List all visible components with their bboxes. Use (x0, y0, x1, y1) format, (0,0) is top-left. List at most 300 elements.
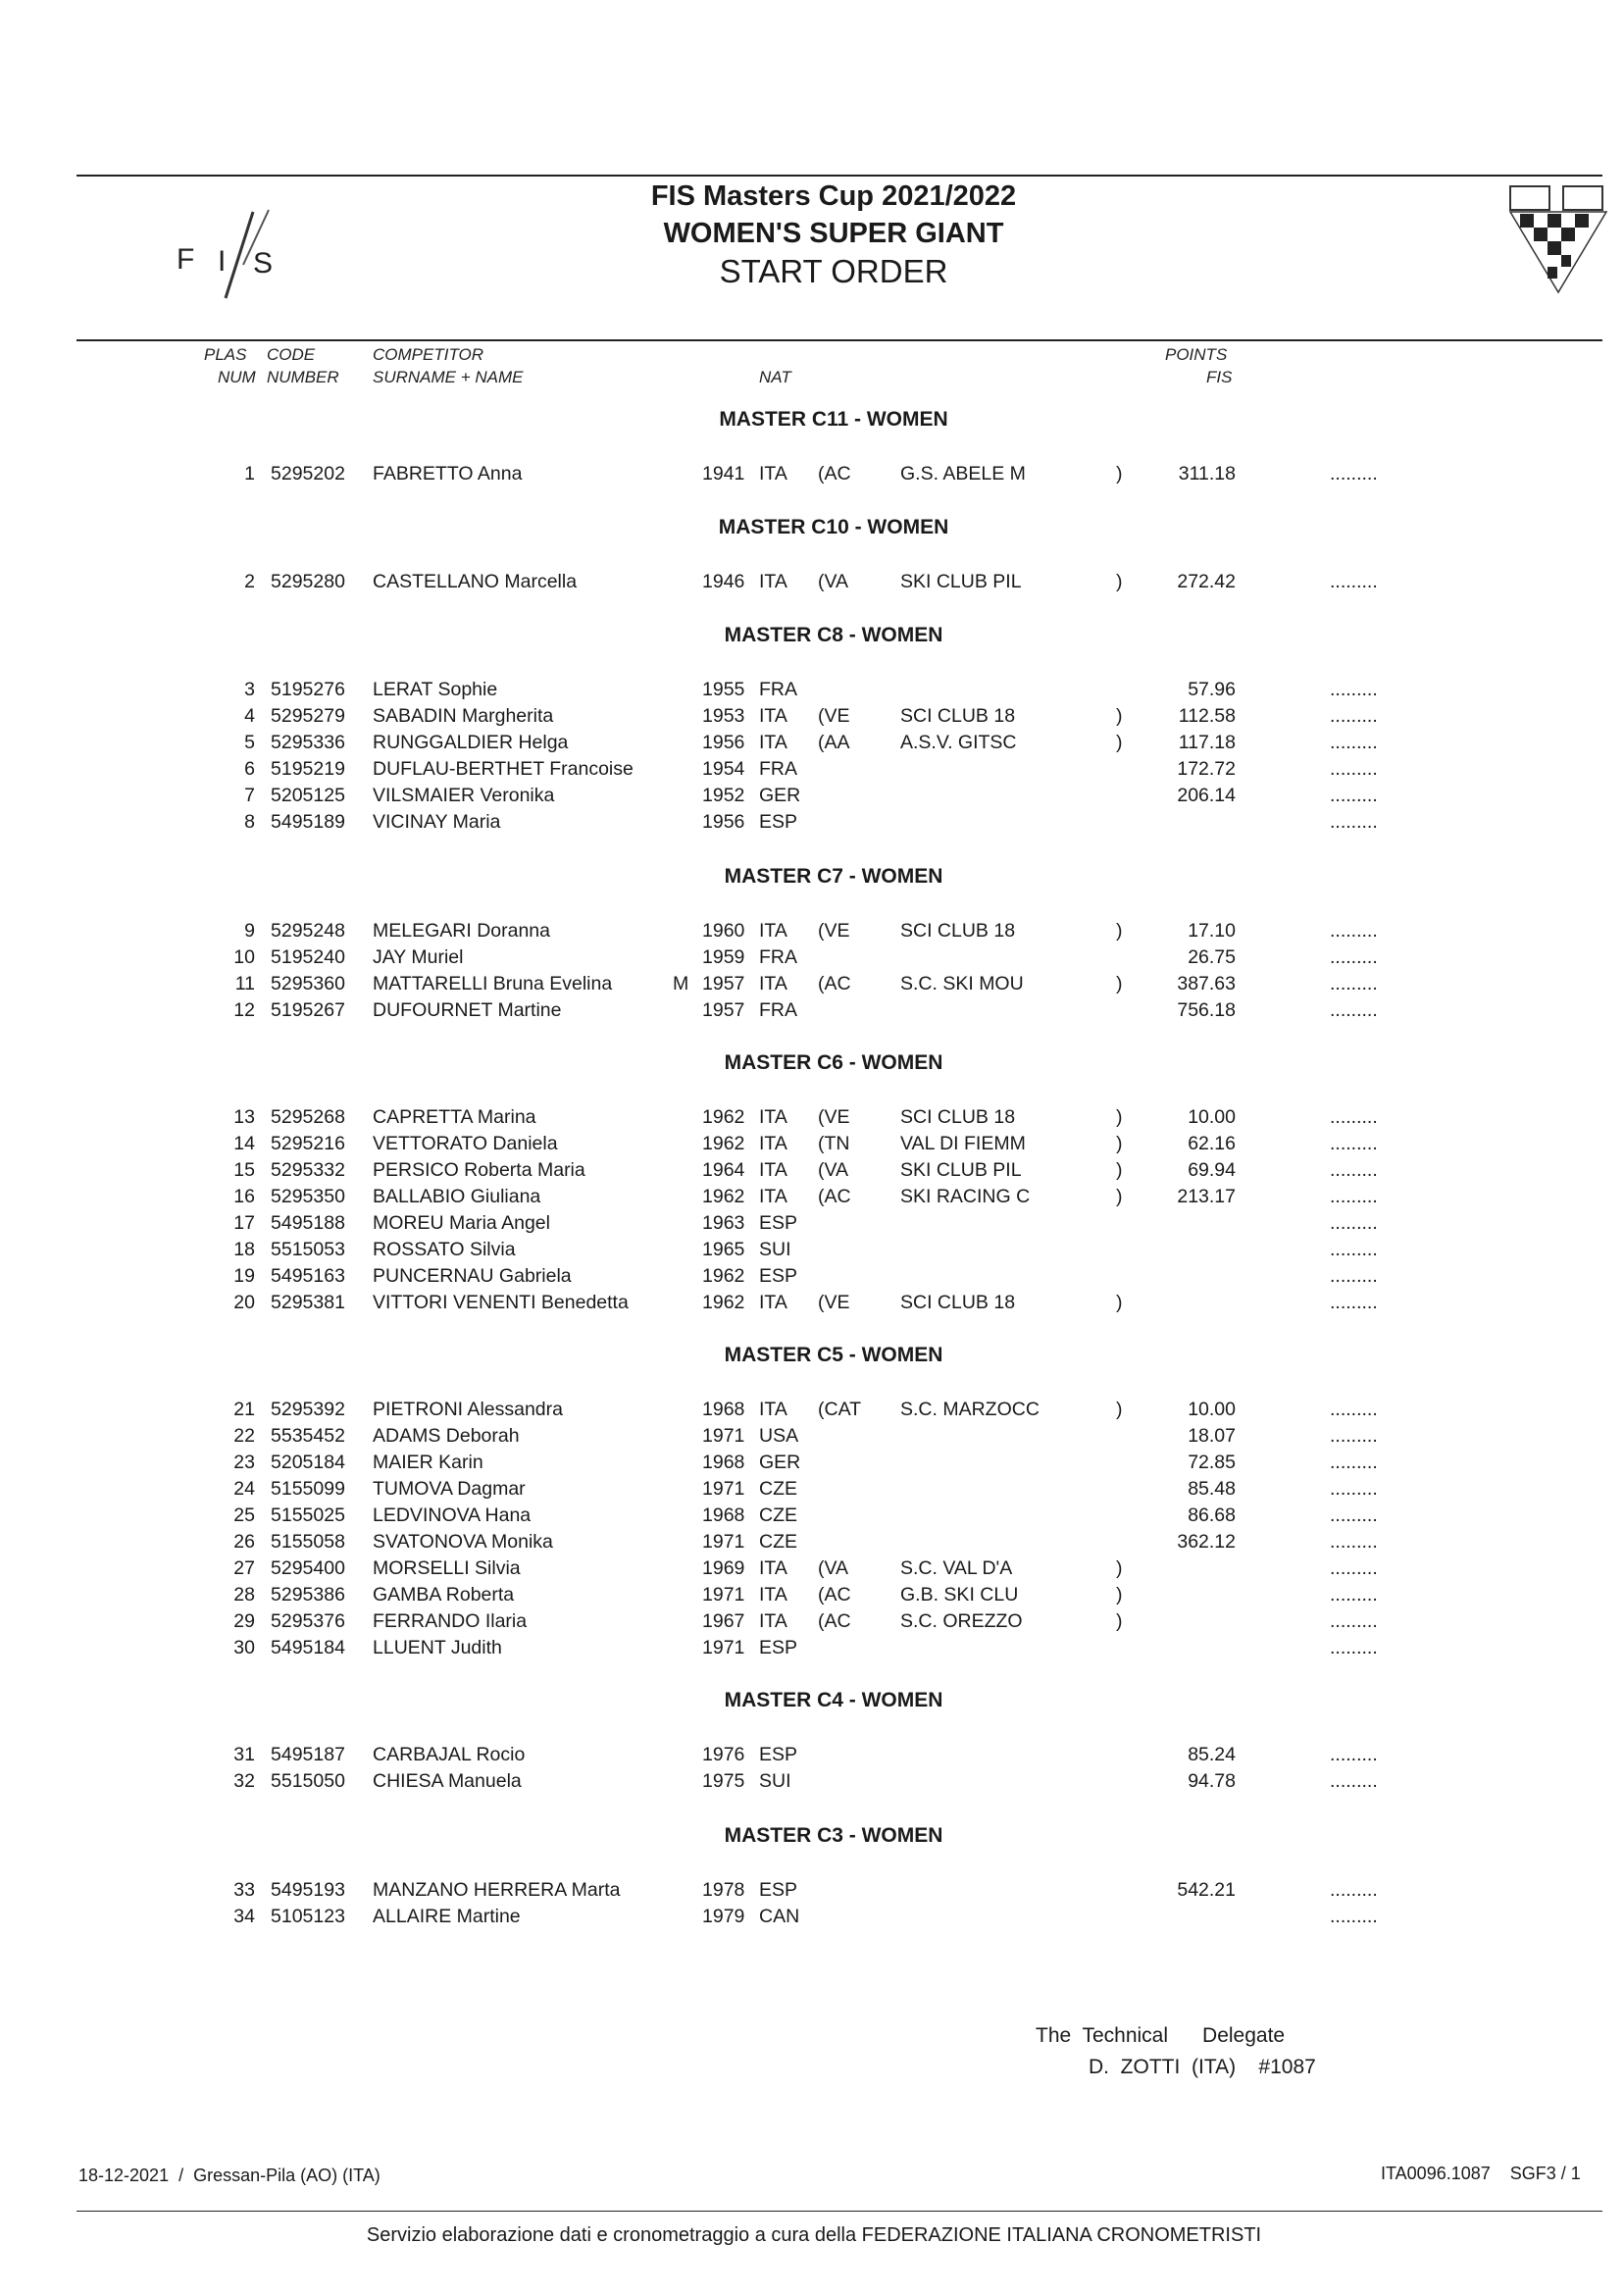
competitor-name: CARBAJAL Rocio (373, 1744, 526, 1765)
birth-year: 1969 (702, 1557, 745, 1579)
plas-num: 24 (233, 1478, 255, 1500)
competitor-name: DUFLAU-BERTHET Francoise (373, 758, 634, 780)
table-row (0, 705, 1624, 731)
code-number: 5295280 (271, 571, 345, 592)
birth-year: 1955 (702, 679, 745, 700)
col-header-surname-name: SURNAME + NAME (373, 368, 524, 386)
code-number: 5105123 (271, 1906, 345, 1927)
club-close-paren: ) (1116, 973, 1123, 994)
birth-year: 1968 (702, 1504, 745, 1526)
result-placeholder: ......... (1330, 1452, 1378, 1473)
club-close-paren: ) (1116, 1399, 1123, 1420)
competitor-name: BALLABIO Giuliana (373, 1186, 541, 1207)
club: SKI CLUB PIL (900, 571, 1022, 592)
club-close-paren: ) (1116, 1106, 1123, 1128)
region: (AC (818, 1186, 851, 1207)
col-header-num: NUM (218, 368, 256, 386)
birth-year: 1952 (702, 785, 745, 806)
club: G.S. ABELE M (900, 463, 1026, 484)
competitor-name: PIETRONI Alessandra (373, 1399, 563, 1420)
club-close-paren: ) (1116, 463, 1123, 484)
club-close-paren: ) (1116, 1610, 1123, 1632)
nation: CAN (759, 1906, 800, 1927)
code-number: 5295381 (271, 1292, 345, 1313)
competitor-name: DUFOURNET Martine (373, 999, 562, 1021)
nation: ESP (759, 1265, 798, 1287)
birth-year: 1971 (702, 1478, 745, 1500)
table-row (0, 1879, 1624, 1905)
fis-points: 17.10 (1188, 920, 1236, 942)
club-close-paren: ) (1116, 1159, 1123, 1181)
table-row (0, 1265, 1624, 1291)
plas-num: 13 (233, 1106, 255, 1128)
club: A.S.V. GITSC (900, 732, 1017, 753)
result-placeholder: ......... (1330, 1478, 1378, 1500)
nation: SUI (759, 1239, 791, 1260)
nation: ITA (759, 1186, 787, 1207)
nation: ITA (759, 571, 787, 592)
birth-year: 1956 (702, 732, 745, 753)
result-placeholder: ......... (1330, 571, 1378, 592)
competitor-name: JAY Muriel (373, 946, 464, 968)
nation: ITA (759, 705, 787, 727)
nation: ESP (759, 811, 798, 833)
col-header-competitor: COMPETITOR (373, 345, 484, 364)
footer-codes: ITA0096.1087 SGF3 / 1 (1381, 2164, 1581, 2183)
table-row (0, 946, 1624, 972)
plas-num: 30 (233, 1637, 255, 1658)
nation: ITA (759, 1133, 787, 1154)
table-row (0, 679, 1624, 704)
competitor-name: GAMBA Roberta (373, 1584, 515, 1606)
competitor-name: LLUENT Judith (373, 1637, 502, 1658)
birth-year: 1953 (702, 705, 745, 727)
code-number: 5295202 (271, 463, 345, 484)
table-row (0, 999, 1624, 1025)
plas-num: 28 (233, 1584, 255, 1606)
region: (AC (818, 1610, 851, 1632)
nation: SUI (759, 1770, 791, 1792)
competitor-name: TUMOVA Dagmar (373, 1478, 526, 1500)
result-placeholder: ......... (1330, 1504, 1378, 1526)
birth-year: 1959 (702, 946, 745, 968)
region: (VE (818, 1292, 850, 1313)
fis-points: 10.00 (1188, 1106, 1236, 1128)
club: SCI CLUB 18 (900, 920, 1016, 942)
table-row (0, 1531, 1624, 1556)
code-number: 5195276 (271, 679, 345, 700)
club: S.C. OREZZO (900, 1610, 1023, 1632)
col-header-plas: PLAS (204, 345, 247, 364)
competitor-name: SABADIN Margherita (373, 705, 554, 727)
result-placeholder: ......... (1330, 463, 1378, 484)
competitor-name: MAIER Karin (373, 1452, 483, 1473)
region: (AA (818, 732, 850, 753)
club-close-paren: ) (1116, 1557, 1123, 1579)
region: (AC (818, 463, 851, 484)
birth-year: 1960 (702, 920, 745, 942)
nation: ITA (759, 732, 787, 753)
birth-year: 1962 (702, 1133, 745, 1154)
club: VAL DI FIEMM (900, 1133, 1026, 1154)
code-number: 5495188 (271, 1212, 345, 1234)
delegate-name: D. ZOTTI (ITA) #1087 (1089, 2056, 1316, 2078)
competitor-name: ADAMS Deborah (373, 1425, 520, 1447)
birth-year: 1975 (702, 1770, 745, 1792)
competitor-name: VITTORI VENENTI Benedetta (373, 1292, 629, 1313)
plas-num: 19 (233, 1265, 255, 1287)
birth-year: 1971 (702, 1531, 745, 1553)
code-number: 5295268 (271, 1106, 345, 1128)
nation: USA (759, 1425, 799, 1447)
code-number: 5295350 (271, 1186, 345, 1207)
fis-points: 213.17 (1177, 1186, 1236, 1207)
region: (VA (818, 571, 849, 592)
fis-points: 72.85 (1188, 1452, 1236, 1473)
birth-year: 1962 (702, 1265, 745, 1287)
club-close-paren: ) (1116, 705, 1123, 727)
code-number: 5295392 (271, 1399, 345, 1420)
competitor-name: ALLAIRE Martine (373, 1906, 521, 1927)
col-header-nat: NAT (759, 368, 791, 386)
fis-logo-letter-s: S (253, 247, 274, 280)
table-row (0, 1610, 1624, 1636)
region: (AC (818, 973, 851, 994)
birth-year: 1965 (702, 1239, 745, 1260)
region: (VA (818, 1159, 849, 1181)
nation: ITA (759, 1557, 787, 1579)
result-placeholder: ......... (1330, 1186, 1378, 1207)
table-row (0, 973, 1624, 998)
competitor-name: MANZANO HERRERA Marta (373, 1879, 621, 1901)
competitor-name: MOREU Maria Angel (373, 1212, 550, 1234)
code-number: 5295336 (271, 732, 345, 753)
competitor-name: RUNGGALDIER Helga (373, 732, 569, 753)
fis-points: 18.07 (1188, 1425, 1236, 1447)
region: (VA (818, 1557, 849, 1579)
nation: ITA (759, 1106, 787, 1128)
code-number: 5495184 (271, 1637, 345, 1658)
event-title: FIS Masters Cup 2021/2022 (650, 180, 1017, 212)
fis-points: 311.18 (1178, 463, 1236, 484)
result-placeholder: ......... (1330, 811, 1378, 833)
birth-year: 1967 (702, 1610, 745, 1632)
result-placeholder: ......... (1330, 999, 1378, 1021)
fis-points: 10.00 (1188, 1399, 1236, 1420)
col-header-code: CODE (267, 345, 316, 364)
code-number: 5155099 (271, 1478, 345, 1500)
birth-year: 1968 (702, 1452, 745, 1473)
result-placeholder: ......... (1330, 1292, 1378, 1313)
plas-num: 20 (233, 1292, 255, 1313)
plas-num: 7 (244, 785, 255, 806)
fis-points: 85.24 (1188, 1744, 1236, 1765)
plas-num: 33 (233, 1879, 255, 1901)
club-close-paren: ) (1116, 1133, 1123, 1154)
competitor-name: PERSICO Roberta Maria (373, 1159, 585, 1181)
plas-num: 21 (233, 1399, 255, 1420)
birth-year: 1963 (702, 1212, 745, 1234)
plas-num: 3 (244, 679, 255, 700)
competitor-name: LERAT Sophie (373, 679, 498, 700)
table-row (0, 758, 1624, 784)
plas-num: 14 (233, 1133, 255, 1154)
fis-points: 69.94 (1188, 1159, 1236, 1181)
fis-points: 117.18 (1178, 732, 1236, 753)
club: G.B. SKI CLU (900, 1584, 1019, 1606)
plas-num: 31 (233, 1744, 255, 1765)
plas-num: 29 (233, 1610, 255, 1632)
nation: FRA (759, 946, 797, 968)
club: S.C. MARZOCC (900, 1399, 1040, 1420)
top-rule (76, 175, 1602, 177)
table-row (0, 1399, 1624, 1424)
competitor-name: CASTELLANO Marcella (373, 571, 578, 592)
birth-year: 1946 (702, 571, 745, 592)
plas-num: 22 (233, 1425, 255, 1447)
nation: ITA (759, 1399, 787, 1420)
competitor-name: MELEGARI Doranna (373, 920, 550, 942)
code-number: 5295376 (271, 1610, 345, 1632)
fis-logo-letter-f: F (177, 243, 195, 276)
section-title: MASTER C10 - WOMEN (718, 516, 949, 538)
code-number: 5295360 (271, 973, 345, 994)
plas-num: 26 (233, 1531, 255, 1553)
nation: FRA (759, 758, 797, 780)
nation: GER (759, 785, 801, 806)
table-row (0, 1212, 1624, 1238)
delegate-label: The Technical Delegate (1036, 2024, 1286, 2047)
region: (CAT (818, 1399, 862, 1420)
result-placeholder: ......... (1330, 1265, 1378, 1287)
competitor-name: ROSSATO Silvia (373, 1239, 516, 1260)
result-placeholder: ......... (1330, 1133, 1378, 1154)
club-close-paren: ) (1116, 1292, 1123, 1313)
result-placeholder: ......... (1330, 732, 1378, 753)
birth-year: 1968 (702, 1399, 745, 1420)
result-placeholder: ......... (1330, 1637, 1378, 1658)
table-row (0, 1504, 1624, 1530)
table-row (0, 1106, 1624, 1132)
result-placeholder: ......... (1330, 1584, 1378, 1606)
code-number: 5295279 (271, 705, 345, 727)
plas-num: 34 (233, 1906, 255, 1927)
club: SKI RACING C (900, 1186, 1031, 1207)
plas-num: 8 (244, 811, 255, 833)
competitor-name: FABRETTO Anna (373, 463, 523, 484)
club: S.C. VAL D'A (900, 1557, 1013, 1579)
checkered-emblem-svg (1506, 182, 1610, 298)
code-number: 5495187 (271, 1744, 345, 1765)
fis-points: 387.63 (1177, 973, 1236, 994)
result-placeholder: ......... (1330, 1610, 1378, 1632)
code-number: 5295332 (271, 1159, 345, 1181)
code-number: 5535452 (271, 1425, 345, 1447)
competitor-name: SVATONOVA Monika (373, 1531, 553, 1553)
nation: GER (759, 1452, 801, 1473)
code-number: 5195240 (271, 946, 345, 968)
section-title: MASTER C4 - WOMEN (724, 1689, 943, 1711)
nation: ESP (759, 1744, 798, 1765)
plas-num: 32 (233, 1770, 255, 1792)
birth-year: 1971 (702, 1425, 745, 1447)
birth-year: 1941 (702, 463, 745, 484)
fis-points: 85.48 (1188, 1478, 1236, 1500)
competitor-name: MATTARELLI Bruna Evelina (373, 973, 613, 994)
plas-num: 12 (233, 999, 255, 1021)
plas-num: 23 (233, 1452, 255, 1473)
code-number: 5515053 (271, 1239, 345, 1260)
plas-num: 18 (233, 1239, 255, 1260)
table-row (0, 785, 1624, 810)
competitor-name: VICINAY Maria (373, 811, 501, 833)
result-placeholder: ......... (1330, 973, 1378, 994)
header-rule (76, 339, 1602, 341)
birth-year: 1954 (702, 758, 745, 780)
table-row (0, 1478, 1624, 1504)
plas-num: 27 (233, 1557, 255, 1579)
table-row (0, 1452, 1624, 1477)
result-placeholder: ......... (1330, 1744, 1378, 1765)
table-row (0, 1186, 1624, 1211)
plas-num: 10 (233, 946, 255, 968)
birth-year: 1964 (702, 1159, 745, 1181)
fis-points: 272.42 (1177, 571, 1236, 592)
region: (VE (818, 920, 850, 942)
birth-year: 1979 (702, 1906, 745, 1927)
region: (VE (818, 705, 850, 727)
plas-num: 17 (233, 1212, 255, 1234)
result-placeholder: ......... (1330, 1906, 1378, 1927)
nation: ITA (759, 1292, 787, 1313)
result-placeholder: ......... (1330, 1399, 1378, 1420)
code-number: 5155058 (271, 1531, 345, 1553)
birth-year: 1957 (702, 973, 745, 994)
plas-num: 9 (244, 920, 255, 942)
birth-year: 1971 (702, 1637, 745, 1658)
fis-points: 206.14 (1177, 785, 1236, 806)
club-close-paren: ) (1116, 1584, 1123, 1606)
col-header-number: NUMBER (267, 368, 339, 386)
nation: ESP (759, 1212, 798, 1234)
result-placeholder: ......... (1330, 1159, 1378, 1181)
nation: FRA (759, 999, 797, 1021)
section-title: MASTER C8 - WOMEN (724, 624, 943, 646)
result-placeholder: ......... (1330, 758, 1378, 780)
region: (VE (818, 1106, 850, 1128)
marker: M (673, 973, 689, 994)
plas-num: 16 (233, 1186, 255, 1207)
region: (TN (818, 1133, 850, 1154)
code-number: 5205184 (271, 1452, 345, 1473)
fis-logo-letter-i: I (218, 245, 227, 278)
birth-year: 1962 (702, 1292, 745, 1313)
result-placeholder: ......... (1330, 1106, 1378, 1128)
result-placeholder: ......... (1330, 946, 1378, 968)
result-placeholder: ......... (1330, 1425, 1378, 1447)
result-placeholder: ......... (1330, 1770, 1378, 1792)
fis-points: 62.16 (1188, 1133, 1236, 1154)
table-row (0, 571, 1624, 596)
nation: ESP (759, 1637, 798, 1658)
nation: CZE (759, 1478, 797, 1500)
club: S.C. SKI MOU (900, 973, 1024, 994)
plas-num: 5 (244, 732, 255, 753)
plas-num: 25 (233, 1504, 255, 1526)
col-header-fis: FIS (1206, 368, 1233, 386)
birth-year: 1978 (702, 1879, 745, 1901)
table-row (0, 1637, 1624, 1662)
code-number: 5495193 (271, 1879, 345, 1901)
fis-points: 756.18 (1177, 999, 1236, 1021)
code-number: 5495163 (271, 1265, 345, 1287)
competitor-name: CHIESA Manuela (373, 1770, 522, 1792)
club-close-paren: ) (1116, 1186, 1123, 1207)
fis-points: 86.68 (1188, 1504, 1236, 1526)
competitor-name: MORSELLI Silvia (373, 1557, 521, 1579)
competitor-name: PUNCERNAU Gabriela (373, 1265, 572, 1287)
code-number: 5205125 (271, 785, 345, 806)
table-row (0, 732, 1624, 757)
code-number: 5495189 (271, 811, 345, 833)
fis-points: 26.75 (1188, 946, 1236, 968)
plas-num: 15 (233, 1159, 255, 1181)
fis-points: 94.78 (1188, 1770, 1236, 1792)
competitor-name: VILSMAIER Veronika (373, 785, 555, 806)
table-row (0, 1770, 1624, 1796)
code-number: 5155025 (271, 1504, 345, 1526)
birth-year: 1957 (702, 999, 745, 1021)
result-placeholder: ......... (1330, 785, 1378, 806)
club: SCI CLUB 18 (900, 1106, 1016, 1128)
club-close-paren: ) (1116, 571, 1123, 592)
birth-year: 1962 (702, 1186, 745, 1207)
result-placeholder: ......... (1330, 1879, 1378, 1901)
race-title: WOMEN'S SUPER GIANT (663, 218, 1004, 249)
result-placeholder: ......... (1330, 1212, 1378, 1234)
birth-year: 1976 (702, 1744, 745, 1765)
footer-service: Servizio elaborazione dati e cronometraggio a cura della FEDERAZIONE ITALIANA CRONOMETRISTI (366, 2224, 1262, 2246)
fis-points: 57.96 (1188, 679, 1236, 700)
club-close-paren: ) (1116, 920, 1123, 942)
table-row (0, 811, 1624, 837)
table-row (0, 1133, 1624, 1158)
table-row (0, 1744, 1624, 1769)
plas-num: 6 (244, 758, 255, 780)
region: (AC (818, 1584, 851, 1606)
code-number: 5295216 (271, 1133, 345, 1154)
club: SCI CLUB 18 (900, 705, 1016, 727)
list-title: START ORDER (719, 253, 948, 289)
nation: ESP (759, 1879, 798, 1901)
competitor-name: VETTORATO Daniela (373, 1133, 558, 1154)
checkered-emblem-icon (1506, 182, 1610, 298)
footer-rule (76, 2211, 1602, 2212)
result-placeholder: ......... (1330, 1239, 1378, 1260)
table-row (0, 1557, 1624, 1583)
table-row (0, 1906, 1624, 1931)
code-number: 5515050 (271, 1770, 345, 1792)
fis-points: 362.12 (1177, 1531, 1236, 1553)
club-close-paren: ) (1116, 732, 1123, 753)
plas-num: 4 (244, 705, 255, 727)
col-header-points: POINTS (1165, 345, 1228, 364)
table-row (0, 920, 1624, 945)
birth-year: 1956 (702, 811, 745, 833)
code-number: 5195267 (271, 999, 345, 1021)
nation: ITA (759, 463, 787, 484)
plas-num: 11 (234, 973, 255, 994)
